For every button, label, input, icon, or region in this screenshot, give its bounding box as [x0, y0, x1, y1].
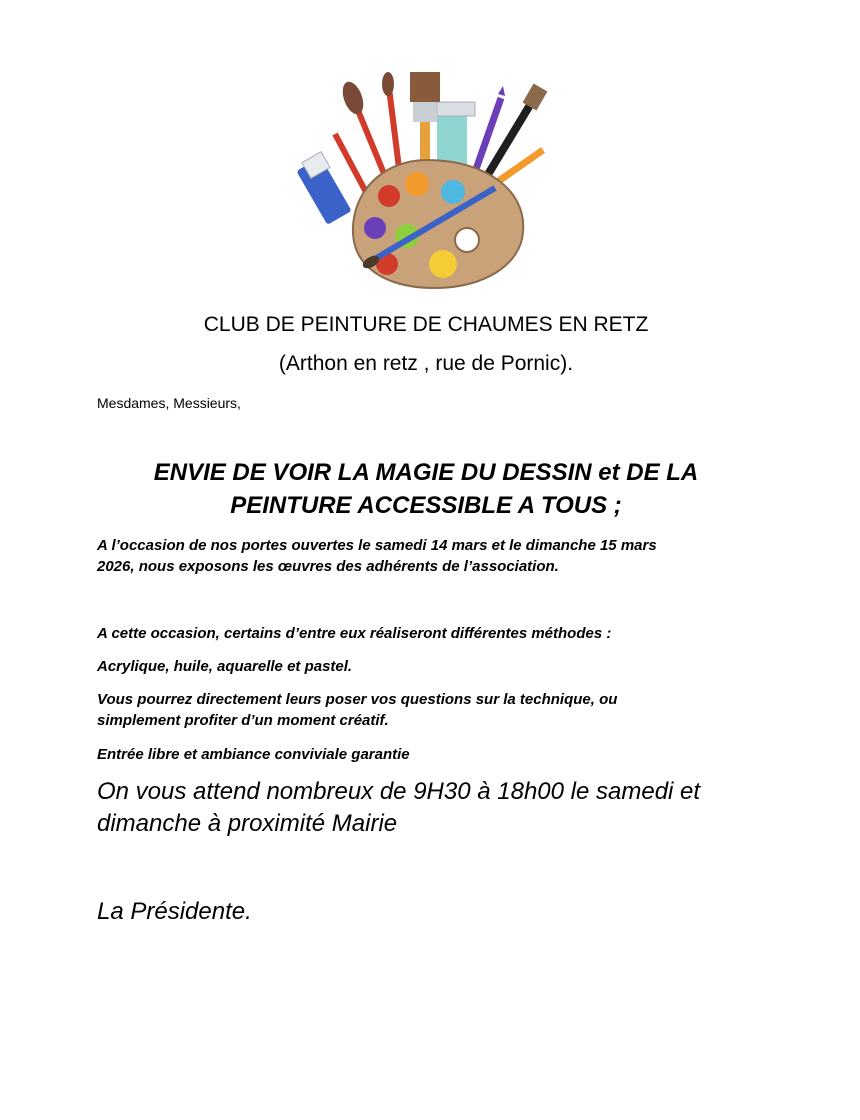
- paint-tube-left: [296, 152, 351, 225]
- flat-brush: [410, 72, 440, 166]
- headline: [60, 456, 792, 522]
- palette-thumb-hole: [455, 228, 479, 252]
- signature: La Présidente.: [97, 898, 252, 925]
- club-title: CLUB DE PEINTURE DE CHAUMES EN RETZ: [203, 313, 649, 336]
- invitation: [97, 776, 787, 840]
- invitation-line: On vous attend nombreux de 9H30 à 18h00 le samedi et: [97, 778, 701, 805]
- paint-palette-brushes-icon: [295, 68, 560, 293]
- methods-intro: A cette occasion, certains d’entre eux réaliseront différentes méthodes :: [97, 625, 612, 642]
- pencil-red: [335, 134, 367, 194]
- paragraph-line: simplement profiter d’un moment créatif.: [97, 712, 389, 729]
- brush-2: [382, 72, 399, 168]
- methods-list: Acrylique, huile, aquarelle et pastel.: [97, 658, 353, 675]
- club-address: (Arthon en retz , rue de Pornic).: [278, 352, 574, 375]
- paragraph-line: A l’occasion de nos portes ouvertes le samedi 14 mars et le dimanche 15 mars: [97, 537, 657, 554]
- entry-note: Entrée libre et ambiance conviviale garantie: [97, 746, 410, 763]
- paragraph-line: Vous pourrez directement leurs poser vos questions sur la technique, ou: [97, 691, 618, 708]
- headline-line: ENVIE DE VOIR LA MAGIE DU DESSIN et DE LA: [153, 459, 699, 486]
- salutation: Mesdames, Messieurs,: [97, 395, 241, 411]
- invitation-line: dimanche à proximité Mairie: [97, 810, 398, 837]
- paint-tube-right: [437, 102, 475, 168]
- headline-line: PEINTURE ACCESSIBLE A TOUS ;: [230, 492, 622, 519]
- intro-paragraph: [97, 535, 777, 577]
- paragraph-line: 2026, nous exposons les œuvres des adhérents de l’association.: [97, 558, 559, 575]
- questions-paragraph: [97, 689, 777, 731]
- brush-1: [339, 79, 385, 176]
